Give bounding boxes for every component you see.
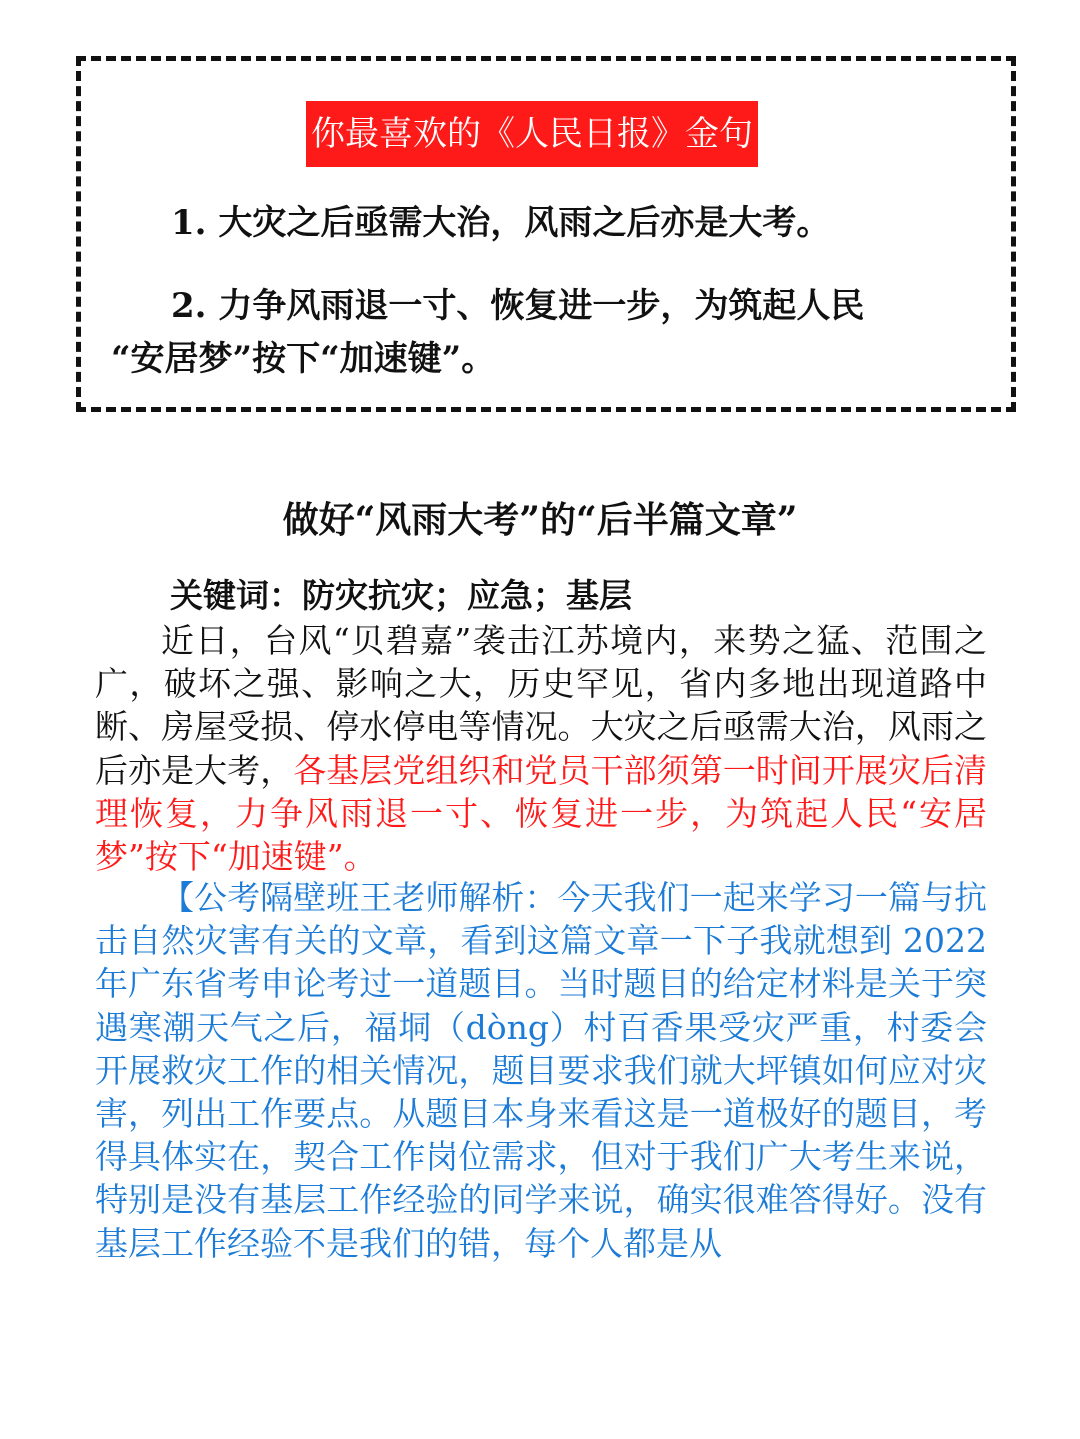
paragraph-1-text: 近日，台风“贝碧嘉”袭击江苏境内，来势之猛、范围之广，破坏之强、影响之大，历史罕见，省内多地出现道路中断、房屋受损、停水停电等情况。大灾之后亟需大治，风雨之后亦是大考，	[95, 621, 987, 790]
paragraph-1-highlight: 各基层党组织和党员干部须第一时间开展灾后清理恢复，力争风雨退一寸、恢复进一步，为筑起人民“安居梦”按下“加速键”。	[95, 750, 988, 877]
analysis-paragraph: 【公考隔壁班王老师解析：今天我们一起来学习一篇与抗击自然灾害有关的文章，看到这篇文章一下子我就想到 2022 年广东省考申论考过一道题目。当时题目的给定材料是关于突遇寒潮天气之后，福垌（dòng）村百香果受灾严重，村委会开展救灾工作的相关情况，题目要求我们就大坪镇如何应对灾害，列出工作要点。从题目本身来看这是一道极好的题目，考得具体实在，契合工作岗位需求，但对于我们广大考生来说，特别是没有基层工作经验的同学来说，确实很难答得好。没有基层工作经验不是我们的错，每个人都是从	[95, 878, 987, 1263]
article-paragraph-1	[95, 619, 987, 878]
quote-item-1: 1. 大灾之后亟需大治，风雨之后亦是大考。	[171, 203, 831, 243]
quote-item-2-line-2: “安居梦”按下“加速键”。	[111, 339, 496, 379]
quote-box-heading: 你最喜欢的《人民日报》金句	[306, 101, 758, 167]
article-keywords: 关键词：防灾抗灾；应急；基层	[170, 576, 632, 615]
quote-box	[76, 56, 1016, 412]
quote-item-2-line-1: 2. 力争风雨退一寸、恢复进一步，为筑起人民	[171, 286, 865, 326]
article-title: 做好“风雨大考”的“后半篇文章”	[282, 499, 798, 541]
